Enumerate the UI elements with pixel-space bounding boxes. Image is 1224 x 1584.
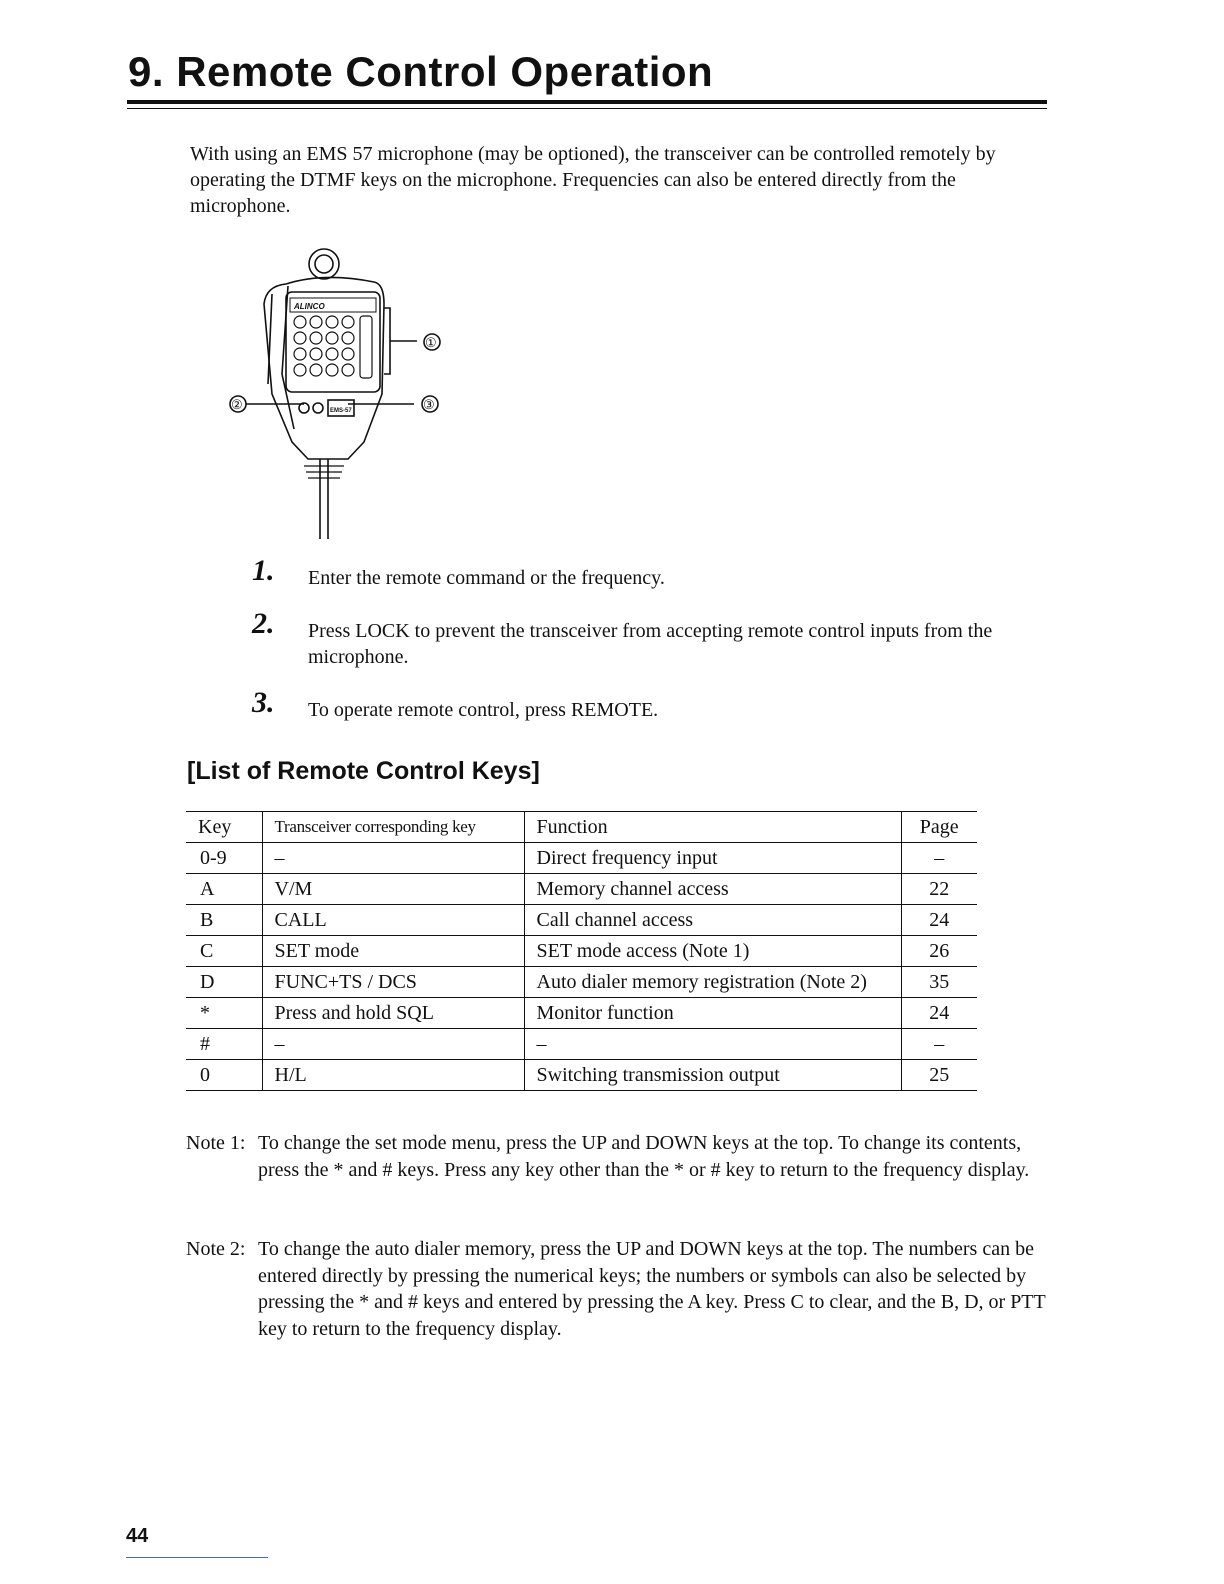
cell-key: 0-9: [186, 843, 262, 874]
cell-page: 25: [901, 1060, 977, 1091]
cell-page: 26: [901, 936, 977, 967]
cell-transceiver-key: V/M: [262, 874, 524, 905]
cell-function: –: [524, 1029, 901, 1060]
table-row: [186, 967, 977, 998]
table-row: [186, 874, 977, 905]
cell-key: *: [186, 998, 262, 1029]
callout-3: ③: [423, 397, 435, 412]
cell-function: Memory channel access: [524, 874, 901, 905]
cell-transceiver-key: SET mode: [262, 936, 524, 967]
table-row: [186, 1029, 977, 1060]
callout-1: ①: [425, 335, 437, 350]
cell-transceiver-key: –: [262, 1029, 524, 1060]
header-transceiver-key: Transceiver corresponding key: [262, 812, 524, 843]
cell-function: Switching transmission output: [524, 1060, 901, 1091]
cell-key: D: [186, 967, 262, 998]
title-rule-thick: [127, 100, 1047, 104]
remote-keys-table: [186, 811, 977, 1091]
cell-page: –: [901, 1029, 977, 1060]
note-text: To change the set mode menu, press the UP and DOWN keys at the top. To change its contents, press the * and # keys. Press any key other than the * or # key to return to the frequency display.: [258, 1132, 1030, 1181]
cell-transceiver-key: CALL: [262, 905, 524, 936]
cell-key: C: [186, 936, 262, 967]
cell-function: SET mode access (Note 1): [524, 936, 901, 967]
cell-page: 35: [901, 967, 977, 998]
page-title: 9. Remote Control Operation: [128, 48, 714, 95]
step-text: Press LOCK to prevent the transceiver from accepting remote control inputs from the microphone.: [308, 620, 993, 668]
table-row: [186, 1060, 977, 1091]
cell-key: #: [186, 1029, 262, 1060]
cell-page: –: [901, 843, 977, 874]
step-number: 1.: [252, 554, 275, 587]
page-number: 44: [126, 1525, 149, 1547]
cell-transceiver-key: H/L: [262, 1060, 524, 1091]
title-rule-thin: [127, 108, 1047, 109]
cell-function: Direct frequency input: [524, 843, 901, 874]
section-title: [List of Remote Control Keys]: [187, 757, 540, 785]
mic-cable: [320, 459, 328, 539]
cell-function: Auto dialer memory registration (Note 2): [524, 967, 901, 998]
cell-page: 24: [901, 998, 977, 1029]
cell-page: 22: [901, 874, 977, 905]
intro-paragraph: With using an EMS 57 microphone (may be optioned), the transceiver can be controlled remotely by operating the DTMF keys on the microphone. Frequencies can also be entered directly from the microphone.: [190, 143, 996, 217]
note-label: Note 1:: [186, 1132, 246, 1154]
step-text: To operate remote control, press REMOTE.: [308, 699, 659, 721]
table-row: [186, 843, 977, 874]
header-page: Page: [901, 812, 977, 843]
note-text: To change the auto dialer memory, press the UP and DOWN keys at the top. The numbers can be entered directly by pressing the numerical keys; the numbers or symbols can also be selected by pressing the * and # keys and entered by pressing the A key. Press C to clear, and the B, D, or PTT key to return to the frequency display.: [258, 1238, 1046, 1340]
table-row: [186, 936, 977, 967]
cell-key: B: [186, 905, 262, 936]
note-label: Note 2:: [186, 1238, 246, 1260]
cell-key: A: [186, 874, 262, 905]
step-text: Enter the remote command or the frequency.: [308, 567, 665, 589]
table-row: [186, 998, 977, 1029]
cell-transceiver-key: –: [262, 843, 524, 874]
dtmf-keypad: [294, 316, 372, 378]
brand-label: ALINCO: [294, 302, 325, 311]
header-key: Key: [186, 812, 262, 843]
page-number-rule: [126, 1557, 268, 1558]
step-number: 2.: [252, 607, 275, 640]
cell-function: Call channel access: [524, 905, 901, 936]
microphone-illustration: [224, 244, 448, 544]
table-header-row: [186, 812, 977, 843]
cell-key: 0: [186, 1060, 262, 1091]
hanger-loop: [309, 249, 339, 279]
model-label: EMS-57: [330, 408, 352, 414]
callout-2: ②: [231, 397, 243, 412]
cell-transceiver-key: FUNC+TS / DCS: [262, 967, 524, 998]
cell-transceiver-key: Press and hold SQL: [262, 998, 524, 1029]
header-function: Function: [524, 812, 901, 843]
table-row: [186, 905, 977, 936]
cell-function: Monitor function: [524, 998, 901, 1029]
step-number: 3.: [252, 686, 275, 719]
cell-page: 24: [901, 905, 977, 936]
